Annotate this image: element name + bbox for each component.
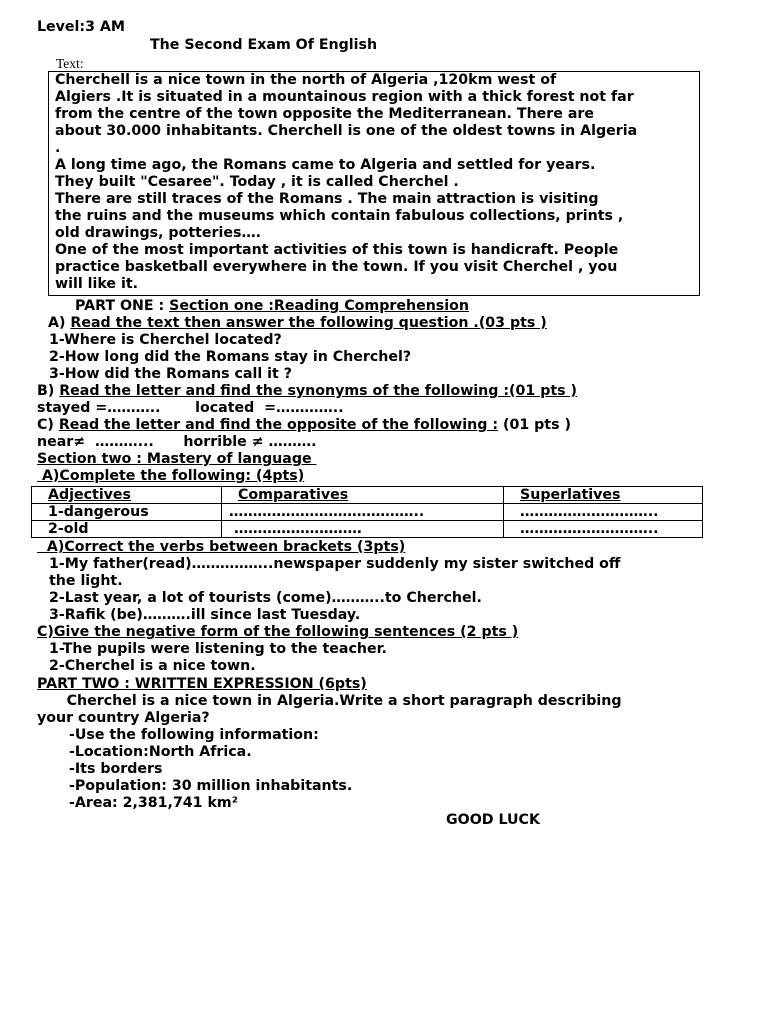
- verbs-heading: A)Correct the verbs between brackets (3pts): [37, 539, 406, 555]
- info-item: -Area: 2,381,741 km²: [69, 795, 238, 811]
- passage-line: Cherchell is a nice town in the north of Algeria ,120km west of: [55, 72, 557, 88]
- part-two-heading: PART TWO : WRITTEN EXPRESSION (6pts): [37, 676, 367, 692]
- writing-prompt: your country Algeria?: [37, 710, 210, 726]
- synonyms-line: stayed =……….. located =…………..: [37, 400, 344, 416]
- exam-title: The Second Exam Of English: [150, 37, 378, 53]
- passage-line: One of the most important activities of this town is handicraft. People: [55, 242, 619, 258]
- table-cell: …………………………………..: [222, 504, 504, 521]
- passage-line: There are still traces of the Romans . The main attraction is visiting: [55, 191, 599, 207]
- table-header-row: [32, 487, 703, 504]
- table-cell: 2-old: [32, 521, 222, 538]
- comparison-table: [31, 486, 703, 538]
- table-row: [32, 504, 703, 521]
- question-b-heading: [37, 383, 577, 400]
- text-label: Text:: [56, 56, 84, 71]
- passage-line: old drawings, potteries….: [55, 225, 262, 241]
- info-item: -Population: 30 million inhabitants.: [69, 778, 353, 794]
- info-item: -Location:North Africa.: [69, 744, 252, 760]
- level-label: Level:3 AM: [37, 19, 125, 35]
- question-item: 2-How long did the Romans stay in Cherchel?: [49, 349, 412, 365]
- passage-line: about 30.000 inhabitants. Cherchell is one of the oldest towns in Algeria: [55, 123, 638, 139]
- verb-item: 2-Last year, a lot of tourists (come)………..to Cherchel.: [49, 590, 482, 606]
- negative-item: 2-Cherchel is a nice town.: [49, 658, 256, 674]
- verb-item: 3-Rafik (be)……….ill since last Tuesday.: [49, 607, 361, 623]
- part-one-heading: [75, 298, 469, 315]
- passage-line: the ruins and the museums which contain fabulous collections, prints ,: [55, 208, 624, 224]
- part-one-prefix: PART ONE :: [75, 298, 170, 314]
- passage-line: .: [55, 140, 61, 156]
- good-luck-text: GOOD LUCK: [446, 812, 540, 828]
- passage-line: A long time ago, the Romans came to Algeria and settled for years.: [55, 157, 596, 173]
- table-cell: ………………………..: [504, 504, 703, 521]
- opposites-line: near≠ ………... horrible ≠ ……….: [37, 434, 317, 450]
- info-item: -Use the following information:: [69, 727, 319, 743]
- question-a-heading: [48, 315, 547, 332]
- question-a-title: Read the text then answer the following question .(03 pts ): [70, 315, 547, 331]
- reading-passage-box: [48, 71, 700, 296]
- question-item: 3-How did the Romans call it ?: [49, 366, 292, 382]
- question-c-prefix: C): [37, 417, 59, 433]
- passage-line: They built "Cesaree". Today , it is called Cherchel .: [55, 174, 459, 190]
- question-c-heading: [37, 417, 571, 434]
- section-two-title: Section two : Mastery of language: [37, 451, 317, 467]
- table-row: [32, 521, 703, 538]
- passage-line: will like it.: [55, 276, 139, 292]
- verb-item: 1-My father(read)……………..newspaper suddenly my sister switched off: [49, 556, 621, 572]
- question-c-points: (01 pts ): [498, 417, 571, 433]
- table-header-cell: Adjectives: [32, 487, 222, 504]
- question-a-prefix: A): [48, 315, 71, 331]
- question-c-title: Read the letter and find the opposite of the following :: [58, 417, 499, 433]
- table-header-cell: Comparatives: [222, 487, 504, 504]
- verb-item: the light.: [49, 573, 123, 589]
- writing-prompt: Cherchel is a nice town in Algeria.Write a short paragraph describing: [37, 693, 622, 709]
- table-cell: ………………………..: [504, 521, 703, 538]
- negative-heading: C)Give the negative form of the following sentences (2 pts ): [37, 624, 519, 640]
- negative-item: 1-The pupils were listening to the teacher.: [49, 641, 387, 657]
- info-item: -Its borders: [69, 761, 163, 777]
- question-item: 1-Where is Cherchel located?: [49, 332, 282, 348]
- question-b-prefix: B): [37, 383, 60, 399]
- passage-line: from the centre of the town opposite the Mediterranean. There are: [55, 106, 595, 122]
- passage-line: practice basketball everywhere in the town. If you visit Cherchel , you: [55, 259, 618, 275]
- passage-line: Algiers .It is situated in a mountainous region with a thick forest not far: [55, 89, 634, 105]
- table-cell: 1-dangerous: [32, 504, 222, 521]
- table-header-cell: Superlatives: [504, 487, 703, 504]
- complete-heading: A)Complete the following: (4pts): [37, 468, 305, 484]
- question-b-title: Read the letter and find the synonyms of the following :(01 pts ): [59, 383, 578, 399]
- section-one-title: Section one :Reading Comprehension: [169, 298, 469, 314]
- table-cell: ………………………: [222, 521, 504, 538]
